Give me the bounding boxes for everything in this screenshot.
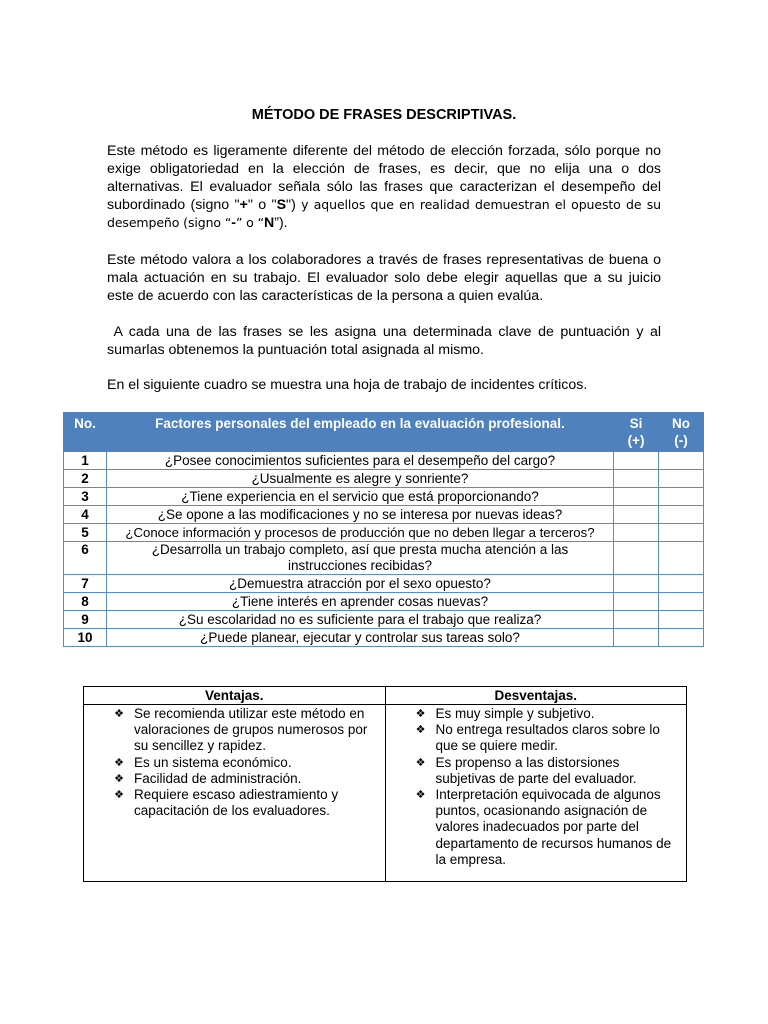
list-item	[386, 722, 687, 754]
row-number: 5	[64, 524, 107, 542]
row-number: 7	[64, 575, 107, 593]
header-factor: Factores personales del empleado en la evaluación profesional.	[107, 413, 614, 452]
header-no-label: No	[672, 416, 690, 431]
row-number: 9	[64, 611, 107, 629]
no-checkbox-cell[interactable]	[659, 524, 704, 542]
minus-sign: -	[231, 215, 236, 231]
row-question: ¿Se opone a las modificaciones y no se interesa por nuevas ideas?	[107, 506, 614, 524]
row-number: 3	[64, 488, 107, 506]
header-no-col	[659, 413, 704, 452]
list-item	[84, 755, 385, 771]
list-item	[84, 771, 385, 787]
header-no: No.	[64, 413, 107, 452]
si-checkbox-cell[interactable]	[614, 524, 659, 542]
si-checkbox-cell[interactable]	[614, 611, 659, 629]
advantages-list	[84, 706, 385, 819]
intro-text: Este método es ligeramente diferente del método de elección forzada, sólo porque no exige obligatoriedad en la elección de frases, es decir, que no elija una o dos alternativas. El evaluador señala sólo las frases que caracterizan el desempeño del subordinado (signo	[107, 143, 661, 213]
row-question: ¿Posee conocimientos suficientes para el desempeño del cargo?	[107, 452, 614, 470]
no-checkbox-cell[interactable]	[659, 575, 704, 593]
row-question: ¿Desarrolla un trabajo completo, así que presta mucha atención a las instrucciones recibidas?	[107, 542, 614, 575]
disadvantages-list	[386, 706, 687, 868]
quote-mark: ” o “	[235, 215, 264, 230]
table-row	[64, 488, 704, 506]
advantages-header: Ventajas.	[84, 687, 386, 705]
list-item-text: Es un sistema económico.	[134, 754, 292, 770]
si-checkbox-cell[interactable]	[614, 452, 659, 470]
advantages-disadvantages-table	[83, 686, 687, 882]
intro-text-mid: y aquellos que en realidad demuestran el opuesto de su desempeño (signo “	[107, 197, 662, 230]
header-si-sign: (+)	[627, 433, 645, 448]
no-checkbox-cell[interactable]	[659, 470, 704, 488]
row-number: 6	[64, 542, 107, 575]
method-paragraph: Este método valora a los colaboradores a través de frases representativas de buena o mala actuación en su trabajo. El evaluador solo debe elegir aquellas que a su juicio este de acuerdo con las características de la persona a quien evalúa.	[107, 252, 661, 304]
no-checkbox-cell[interactable]	[659, 629, 704, 647]
row-question: ¿Puede planear, ejecutar y controlar sus tareas solo?	[107, 629, 614, 647]
row-number: 2	[64, 470, 107, 488]
row-question: ¿Tiene interés en aprender cosas nuevas?	[107, 593, 614, 611]
intro-paragraph	[107, 142, 661, 232]
table-row	[64, 629, 704, 647]
quote-mark: ")	[286, 197, 296, 213]
no-checkbox-cell[interactable]	[659, 542, 704, 575]
list-item	[386, 706, 687, 722]
diamond-bullet-icon: ❖	[114, 756, 124, 769]
table-header-row	[64, 413, 704, 452]
list-item-text: Se recomienda utilizar este método en valoraciones de grupos numerosos por su sencillez y rapidez.	[134, 706, 368, 754]
diamond-bullet-icon: ❖	[114, 772, 124, 785]
quote-mark: ”).	[274, 215, 288, 231]
row-number: 4	[64, 506, 107, 524]
list-item-text: Es muy simple y subjetivo.	[435, 706, 595, 721]
si-checkbox-cell[interactable]	[614, 629, 659, 647]
si-checkbox-cell[interactable]	[614, 593, 659, 611]
table-row	[64, 593, 704, 611]
table-row	[64, 575, 704, 593]
row-number: 10	[64, 629, 107, 647]
scoring-paragraph: A cada una de las frases se les asigna una determinada clave de puntuación y al sumarlas obtenemos la puntuación total asignada al mismo.	[107, 324, 665, 358]
diamond-bullet-icon: ❖	[415, 708, 426, 720]
s-sign: S	[276, 197, 287, 213]
no-checkbox-cell[interactable]	[659, 488, 704, 506]
table-intro-paragraph: En el siguiente cuadro se muestra una hoja de trabajo de incidentes críticos.	[107, 377, 588, 393]
row-question: ¿Tiene experiencia en el servicio que está proporcionando?	[107, 488, 614, 506]
list-item-text: Facilidad de administración.	[134, 770, 302, 786]
diamond-bullet-icon: ❖	[415, 724, 426, 737]
disadvantages-header: Desventajas.	[385, 687, 687, 705]
list-item-text: Interpretación equivocada de algunos puntos, ocasionando asignación de valores inadecuados por parte del departamento de recursos humanos de la empresa.	[435, 787, 672, 867]
row-number: 8	[64, 593, 107, 611]
row-question: ¿Su escolaridad no es suficiente para el trabajo que realiza?	[107, 611, 614, 629]
comparison-body-row	[84, 705, 687, 882]
n-sign: N	[263, 215, 275, 231]
table-row	[64, 611, 704, 629]
table-row	[64, 452, 704, 470]
list-item	[84, 706, 385, 755]
header-no-sign: (-)	[674, 433, 688, 448]
page-title: MÉTODO DE FRASES DESCRIPTIVAS.	[251, 107, 517, 123]
no-checkbox-cell[interactable]	[659, 593, 704, 611]
quote-mark: " o "	[247, 197, 277, 213]
no-checkbox-cell[interactable]	[659, 452, 704, 470]
row-question: ¿Demuestra atracción por el sexo opuesto?	[107, 575, 614, 593]
header-si-label: Si	[629, 416, 643, 431]
no-checkbox-cell[interactable]	[659, 506, 704, 524]
diamond-bullet-icon: ❖	[114, 708, 124, 720]
header-si	[614, 413, 659, 452]
no-checkbox-cell[interactable]	[659, 611, 704, 629]
table-row	[64, 470, 704, 488]
quote-mark: "	[234, 197, 240, 213]
comparison-header-row	[84, 687, 687, 705]
si-checkbox-cell[interactable]	[614, 506, 659, 524]
plus-sign: +	[239, 197, 248, 213]
si-checkbox-cell[interactable]	[614, 488, 659, 506]
diamond-bullet-icon: ❖	[114, 789, 124, 802]
list-item-text: No entrega resultados claros sobre lo que se quiere medir.	[435, 722, 660, 754]
si-checkbox-cell[interactable]	[614, 575, 659, 593]
row-question: ¿Usualmente es alegre y sonriente?	[107, 470, 614, 488]
si-checkbox-cell[interactable]	[614, 470, 659, 488]
table-row	[64, 506, 704, 524]
list-item-text: Requiere escaso adiestramiento y capacitación de los evaluadores.	[134, 787, 339, 819]
advantages-cell	[84, 705, 386, 882]
row-question: ¿Conoce información y procesos de producción que no deben llegar a terceros?	[107, 524, 614, 542]
row-number: 1	[64, 452, 107, 470]
disadvantages-cell	[385, 705, 687, 882]
list-item	[386, 787, 687, 868]
si-checkbox-cell[interactable]	[614, 542, 659, 575]
list-item	[386, 755, 687, 787]
list-item	[84, 787, 385, 819]
diamond-bullet-icon: ❖	[415, 789, 426, 802]
table-row	[64, 542, 704, 575]
diamond-bullet-icon: ❖	[415, 756, 426, 769]
evaluation-table	[63, 412, 704, 647]
list-item-text: Es propenso a las distorsiones subjetivas de parte del evaluador.	[435, 754, 637, 786]
table-row	[64, 524, 704, 542]
